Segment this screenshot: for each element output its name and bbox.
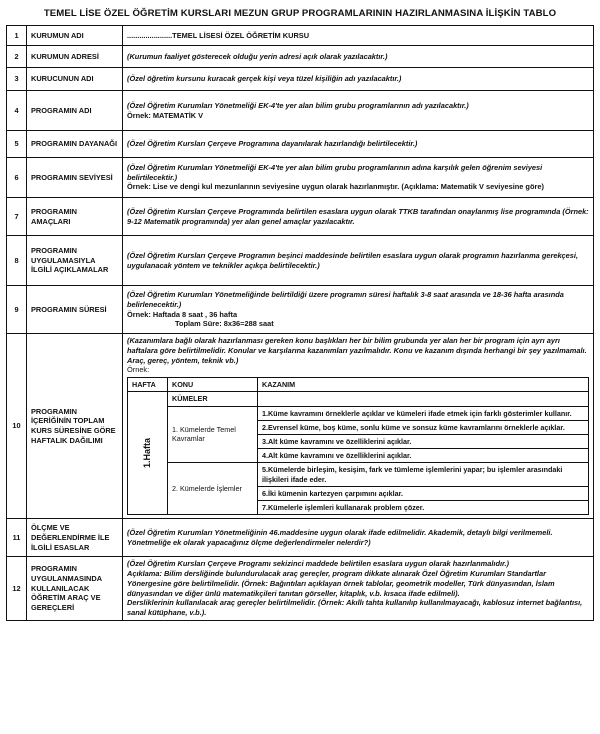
content-line: Örnek: (127, 365, 150, 375)
table-row (7, 91, 594, 131)
row-content: (Özel Öğretim Kursları Çerçeve Programın beşinci maddesinde belirtilen esaslara uygun olarak programın hazırlanma gerekçesi, uygulanacak yöntem ve teknikler açıkça belirtilecektir.) (123, 236, 594, 286)
table-row (7, 557, 594, 621)
outcome-cell: 6.İki kümenin kartezyen çarpımını açıklar. (258, 486, 589, 500)
row-number: 7 (7, 198, 27, 236)
week-cell (128, 392, 168, 515)
row-label: PROGRAMIN ADI (27, 91, 123, 131)
row-label: PROGRAMIN AMAÇLARI (27, 198, 123, 236)
row-number: 6 (7, 158, 27, 198)
row-label: ÖLÇME VE DEĞERLENDİRME İLE İLGİLİ ESASLAR (27, 519, 123, 557)
row-number: 11 (7, 519, 27, 557)
table-row (7, 198, 594, 236)
row-number: 5 (7, 131, 27, 158)
outcome-cell: 1.Küme kavramını örneklerle açıklar ve kümeleri ifade etmek için farklı gösterimler kullanır. (258, 406, 589, 420)
row-content: ......................TEMEL LİSESİ ÖZEL ÖĞRETİM KURSU (123, 26, 594, 46)
row-content: (Özel Öğretim Kurumları Yönetmeliğinin 46.maddesine uygun olarak ifade edilmelidir. Akademik, detaylı bilgi verilmemeli. Yönetmeliğe ek olarak yapacağınız ölçme değerlendirmeler nelerdir?) (123, 519, 594, 557)
table-row (7, 26, 594, 46)
week-label: 1.Hafta (141, 438, 152, 469)
content-line: Örnek: MATEMATİK V (127, 110, 204, 120)
page (6, 4, 594, 621)
row-content (123, 286, 594, 334)
outcome-cell: 2.Evrensel küme, boş küme, sonlu küme ve sonsuz küme kavramlarını örneklerle açıklar. (258, 420, 589, 434)
table-row (128, 406, 589, 420)
row-content: (Özel Öğretim Kursları Çerçeve Programına dayanılarak hazırlandığı belirtilecektir.) (123, 131, 594, 158)
outcome-cell: 4.Alt küme kavramını ve özelliklerini açıklar. (258, 449, 589, 463)
column-header-topic: KONU (168, 378, 258, 392)
row-label: PROGRAMIN UYGULANMASINDA KULLANILACAK ÖĞRETİM ARAÇ VE GEREÇLERİ (27, 557, 123, 621)
program-table (6, 25, 594, 621)
row-label: KURUMUN ADRESİ (27, 46, 123, 68)
document-title: TEMEL LİSE ÖZEL ÖĞRETİM KURSLARI MEZUN GRUP PROGRAMLARININ HAZIRLANMASINA İLİŞKİN TABLO (43, 8, 557, 19)
content-line: (Özel Öğretim Kursları Çerçeve Programı sekizinci maddede belirtilen esaslara uygun olarak hazırlanmalıdır.) (127, 559, 509, 569)
row-label: PROGRAMIN DAYANAĞI (27, 131, 123, 158)
column-header-outcome: KAZANIM (258, 378, 589, 392)
row-number: 8 (7, 236, 27, 286)
content-line: Açıklama: Bilim dersliğinde bulundurulacak araç gereçler, program dikkate alınarak Özel Öğretim Kurumları Standartlar Yönergesine göre belirtilmelidir. (Örnek: Bağıntıları açıklayan örnek tablolar, geometrik modeller, Türk dünyasından, İslam dünyasından ve diğer ünlü matematikçileri tanıtan görseller, kitaplık, v.b. kısaca ifade edilmeli). (127, 569, 555, 598)
row-number: 3 (7, 68, 27, 91)
row-label: KURUMUN ADI (27, 26, 123, 46)
row-content (123, 91, 594, 131)
table-row (7, 519, 594, 557)
row-number: 1 (7, 26, 27, 46)
outcome-cell: 3.Alt küme kavramını ve özelliklerini açıklar. (258, 434, 589, 448)
row-content: (Kurumun faaliyet gösterecek olduğu yerin adresi açık olarak yazılacaktır.) (123, 46, 594, 68)
table-row (7, 68, 594, 91)
content-line: Toplam Süre: 8x36=288 saat (175, 319, 274, 329)
column-header-week: HAFTA (128, 378, 168, 392)
content-line: (Özel Öğretim Kurumları Yönetmeliğinde belirtildiği üzere programın süresi haftalık 3-8 saat arasında ve 18-36 hafta arasında belirlenecektir.) (127, 289, 564, 309)
row-number: 10 (7, 334, 27, 519)
row-content (123, 158, 594, 198)
topic-cell: 1. Kümelerde Temel Kavramlar (168, 406, 258, 463)
row-label: PROGRAMIN SÜRESİ (27, 286, 123, 334)
row-content: (Özel öğretim kursunu kuracak gerçek kişi veya tüzel kişiliğin adı yazılacaktır.) (123, 68, 594, 91)
outcome-cell: 5.Kümelerde birleşim, kesişim, fark ve tümleme işlemlerini yapar; bu işlemler arasındaki ilişkileri ifade eder. (258, 463, 589, 486)
row-number: 9 (7, 286, 27, 334)
content-line: Örnek: Haftada 8 saat , 36 hafta (127, 309, 238, 319)
row-label: PROGRAMIN UYGULAMASIYLA İLGİLİ AÇIKLAMALAR (27, 236, 123, 286)
content-line: (Kazanımlara bağlı olarak hazırlanması gereken konu başlıkları her bir bilim grubunda yer alan her bir program için ayrı ayrı haftalara göre belirtilmelidir. Konular ve karşılarına kazanımları yazılmalıdır. Konu ve kazanım dışında herhangi bir şey yazılmamalı. Araç, gereç, yöntem, teknik vb.) (127, 336, 587, 365)
empty-cell (258, 392, 589, 406)
table-row (128, 463, 589, 486)
table-row (7, 334, 594, 519)
table-row (7, 158, 594, 198)
row-number: 12 (7, 557, 27, 621)
row-content: (Özel Öğretim Kursları Çerçeve Programında belirtilen esaslara uygun olarak TTKB tarafından onaylanmış lise programında (Örnek: 9-12 Matematik programında) yer alan genel amaçlar yazılacaktır. (123, 198, 594, 236)
row-label: PROGRAMIN SEVİYESİ (27, 158, 123, 198)
table-row (7, 286, 594, 334)
row-number: 2 (7, 46, 27, 68)
table-row (7, 131, 594, 158)
content-line: (Özel Öğretim Kurumları Yönetmeliği EK-4'te yer alan bilim grubu programlarının adı yazılacaktır.) (127, 100, 469, 110)
row-content (123, 557, 594, 621)
weekly-distribution-table (127, 377, 589, 515)
content-line: (Özel Öğretim Kurumları Yönetmeliği EK-4'te yer alan bilim grubu programlarının adına karşılık gelen öğrenim seviyesi belirtilecektir.) (127, 162, 543, 182)
row-label: PROGRAMIN İÇERİĞİNİN TOPLAM KURS SÜRESİNE GÖRE HAFTALIK DAĞILIMI (27, 334, 123, 519)
topic-cell: 2. Kümelerde İşlemler (168, 463, 258, 515)
content-line: Dersliklerinin kullanılacak araç gereçler belirtilmelidir. (Örnek: Akıllı tahta kullanılıp kullanılmayacağı, kablosuz internet bağlantısı, sanal kütüphane, v.b.). (127, 598, 583, 618)
table-row (7, 46, 594, 68)
row-number: 4 (7, 91, 27, 131)
outcome-cell: 7.Kümelerle işlemleri kullanarak problem çözer. (258, 501, 589, 515)
table-row (7, 236, 594, 286)
table-row (128, 392, 589, 406)
row-content (123, 334, 594, 519)
row-label: KURUCUNUN ADI (27, 68, 123, 91)
unit-title: KÜMELER (168, 392, 258, 406)
content-line: Örnek: Lise ve dengi kul mezunlarının seviyesine uygun olarak hazırlanmıştır. (Açıklama: Matematik V seviyesine göre) (127, 182, 544, 192)
table-header-row (128, 378, 589, 392)
